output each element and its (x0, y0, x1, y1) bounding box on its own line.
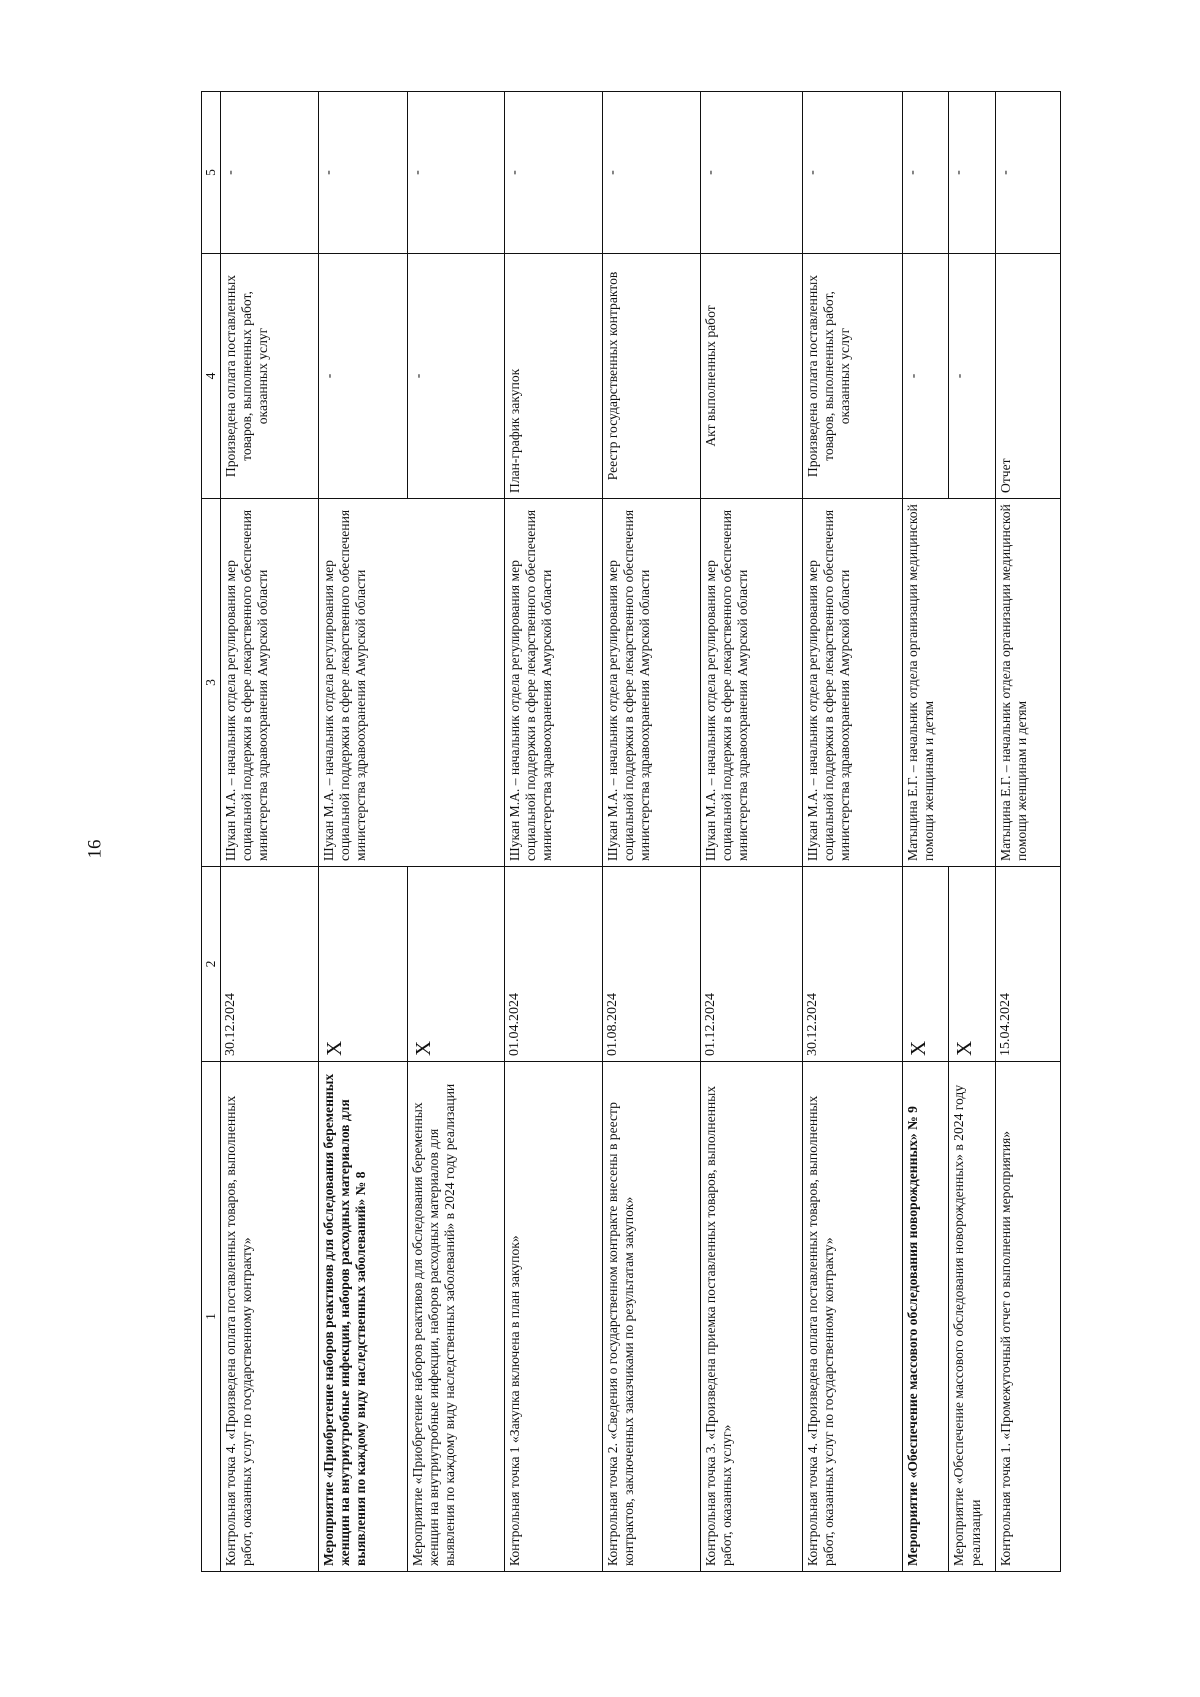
cell-responsible: Шукан М.А. – начальник отдела регулирования мер социальной поддержки в сфере лекарственного обеспечения министерства здравоохранения Амурской области (701, 499, 803, 867)
cell-result: Реестр государственных контрактов (602, 254, 700, 499)
cell-responsible: Матыцина Е.Г. – начальник отдела организации медицинской помощи женщинам и детям (995, 499, 1060, 867)
cell-date: 01.08.2024 (602, 867, 700, 1062)
rotated-table-container (201, 92, 1061, 1572)
cell-event: Мероприятие «Приобретение наборов реактивов для обследования беременных женщин на внутриутробные инфекции, наборов расходных материалов для выявления по каждому виду наследственных заболеваний» № 8 (319, 1062, 407, 1572)
cell-date: 30.12.2024 (221, 867, 319, 1062)
cell-result: Произведена оплата поставленных товаров, выполненных работ, оказанных услуг (802, 254, 902, 499)
header-row (202, 92, 221, 1572)
cell-note: - (995, 92, 1060, 254)
cell-note: - (903, 92, 949, 254)
table-row (504, 92, 602, 1572)
cell-event: Контрольная точка 4. «Произведена оплата поставленных товаров, выполненных работ, оказанных услуг по государственному контракту» (221, 1062, 319, 1572)
cell-responsible: Шукан М.А. – начальник отдела регулирования мер социальной поддержки в сфере лекарственного обеспечения министерства здравоохранения Амурской области (802, 499, 902, 867)
cell-result: План-график закупок (504, 254, 602, 499)
cell-responsible: Шукан М.А. – начальник отдела регулирования мер социальной поддержки в сфере лекарственного обеспечения министерства здравоохранения Амурской области (319, 499, 504, 867)
cell-date: Х (949, 867, 995, 1062)
cell-event: Контрольная точка 1 «Закупка включена в план закупок» (504, 1062, 602, 1572)
cell-note: - (802, 92, 902, 254)
cell-date: 30.12.2024 (802, 867, 902, 1062)
cell-responsible: Шукан М.А. – начальник отдела регулирования мер социальной поддержки в сфере лекарственного обеспечения министерства здравоохранения Амурской области (221, 499, 319, 867)
cell-event: Мероприятие «Обеспечение массового обследования новорожденных» № 9 (903, 1062, 949, 1572)
cell-note: - (407, 92, 504, 254)
table-row (995, 92, 1060, 1572)
plan-table (201, 91, 1061, 1572)
column-header: 1 (202, 1062, 221, 1572)
column-header: 4 (202, 254, 221, 499)
cell-date: 15.04.2024 (995, 867, 1060, 1062)
cell-responsible: Шукан М.А. – начальник отдела регулирования мер социальной поддержки в сфере лекарственного обеспечения министерства здравоохранения Амурской области (504, 499, 602, 867)
table-row (802, 92, 902, 1572)
cell-result: - (949, 254, 995, 499)
table-row (319, 92, 407, 1572)
cell-event: Контрольная точка 2. «Сведения о государственном контракте внесены в реестр контрактов, заключенных заказчиками по результатам закупок» (602, 1062, 700, 1572)
table-row (602, 92, 700, 1572)
cell-event: Мероприятие «Обеспечение массового обследования новорожденных» в 2024 году реализации (949, 1062, 995, 1572)
cell-responsible: Матыцина Е.Г. – начальник отдела организации медицинской помощи женщинам и детям (903, 499, 996, 867)
cell-date: Х (903, 867, 949, 1062)
cell-event: Контрольная точка 4. «Произведена оплата поставленных товаров, выполненных работ, оказанных услуг по государственному контракту» (802, 1062, 902, 1572)
cell-note: - (504, 92, 602, 254)
cell-result: - (319, 254, 407, 499)
cell-date: Х (319, 867, 407, 1062)
cell-result: Произведена оплата поставленных товаров, выполненных работ, оказанных услуг (221, 254, 319, 499)
column-header: 2 (202, 867, 221, 1062)
cell-event: Контрольная точка 3. «Произведена приемка поставленных товаров, выполненных работ, оказанных услуг» (701, 1062, 803, 1572)
cell-event: Мероприятие «Приобретение наборов реактивов для обследования беременных женщин на внутриутробные инфекции, наборов расходных материалов для выявления по каждому виду наследственных заболеваний» в 2024 году реализации (407, 1062, 504, 1572)
cell-note: - (319, 92, 407, 254)
cell-result: - (407, 254, 504, 499)
cell-result: - (903, 254, 949, 499)
cell-responsible: Шукан М.А. – начальник отдела регулирования мер социальной поддержки в сфере лекарственного обеспечения министерства здравоохранения Амурской области (602, 499, 700, 867)
cell-note: - (221, 92, 319, 254)
table-row (701, 92, 803, 1572)
cell-note: - (602, 92, 700, 254)
cell-note: - (701, 92, 803, 254)
page-number: 16 (84, 839, 106, 859)
cell-date: Х (407, 867, 504, 1062)
cell-event: Контрольная точка 1. «Промежуточный отчет о выполнении мероприятия» (995, 1062, 1060, 1572)
table-row (903, 92, 949, 1572)
cell-result: Акт выполненных работ (701, 254, 803, 499)
cell-note: - (949, 92, 995, 254)
cell-result: Отчет (995, 254, 1060, 499)
table-row (221, 92, 319, 1572)
cell-date: 01.04.2024 (504, 867, 602, 1062)
column-header: 5 (202, 92, 221, 254)
cell-date: 01.12.2024 (701, 867, 803, 1062)
column-header: 3 (202, 499, 221, 867)
